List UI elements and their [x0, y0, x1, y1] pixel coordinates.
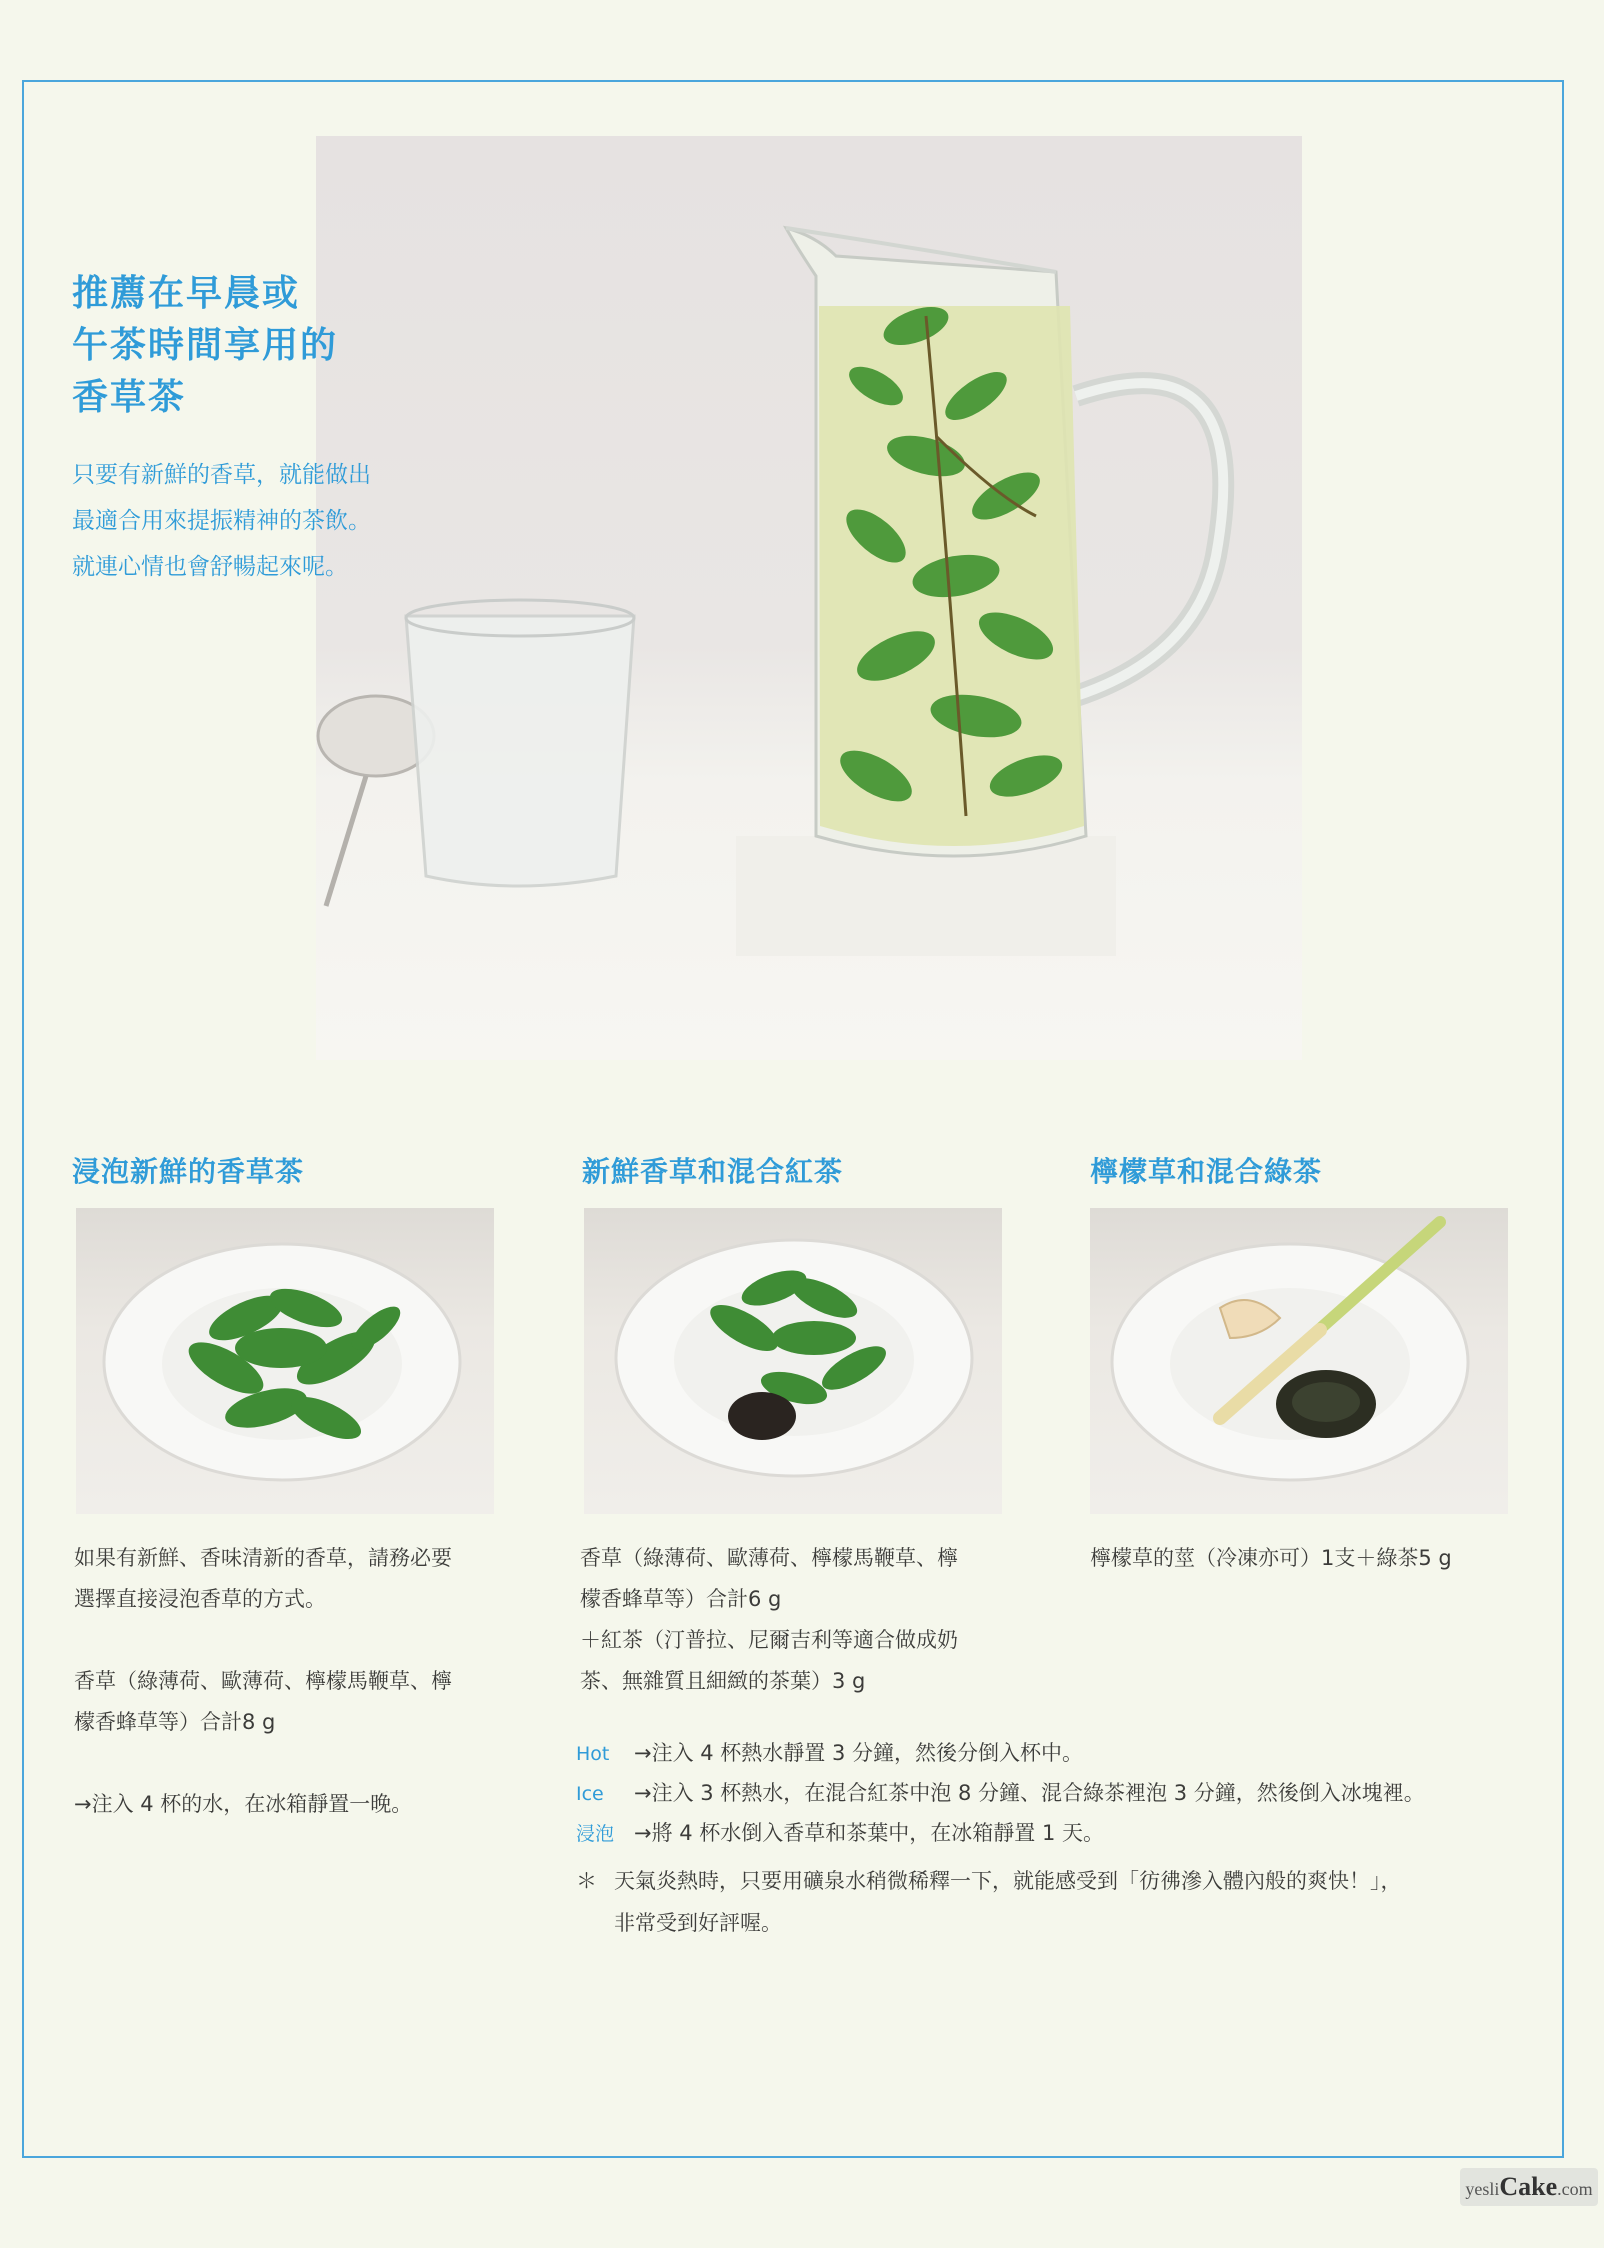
- method-text-ice: →注入 3 杯熱水，在混合紅茶中泡 8 分鐘、混合綠茶裡泡 3 分鐘，然後倒入冰塊裡。: [634, 1781, 1425, 1805]
- section-text-lemongrass-green-tea: 檸檬草的莖（冷凍亦可）1支＋綠茶5 g: [1090, 1546, 1452, 1570]
- footnote-asterisk: ＊: [576, 1869, 597, 1893]
- section-title-lemongrass-green-tea: 檸檬草和混合綠茶: [1090, 1155, 1323, 1188]
- method-label-cold-steep: 浸泡: [576, 1823, 615, 1845]
- section-title-fresh-herb-tea: 浸泡新鮮的香草茶: [72, 1155, 305, 1188]
- page-intro: 只要有新鮮的香草，就能做出 最適合用來提振精神的茶飲。 就連心情也會舒暢起來呢。: [72, 462, 371, 580]
- method-label-ice: Ice: [576, 1783, 604, 1805]
- hero-photo-herbal-tea-pitcher: [316, 136, 1302, 1060]
- photo-fresh-herbs-plate: [76, 1208, 494, 1514]
- method-ice: [576, 1778, 1425, 1809]
- watermark-text-pre: yesli: [1465, 2179, 1500, 2199]
- footnote: [576, 1860, 1402, 1944]
- method-text-cold-steep: →將 4 杯水倒入香草和茶葉中，在冰箱靜置 1 天。: [634, 1821, 1105, 1845]
- page-title: 推薦在早晨或 午茶時間享用的 香草茶: [72, 273, 339, 418]
- photo-lemongrass-and-green-tea-plate: [1090, 1208, 1508, 1514]
- method-label-hot: Hot: [576, 1743, 610, 1765]
- watermark-logo: [1460, 2168, 1598, 2206]
- method-hot: [576, 1738, 1083, 1769]
- photo-herbs-and-black-tea-plate: [584, 1208, 1002, 1514]
- section-title-herb-black-tea: 新鮮香草和混合紅茶: [582, 1155, 844, 1188]
- method-text-hot: →注入 4 杯熱水靜置 3 分鐘，然後分倒入杯中。: [634, 1741, 1084, 1765]
- method-cold-steep: [576, 1818, 1104, 1849]
- footnote-line-2: 非常受到好評喔。: [614, 1911, 782, 1935]
- watermark-text-mid: Cake: [1499, 2172, 1558, 2201]
- watermark-text-post: .com: [1557, 2179, 1593, 2199]
- footnote-line-1: 天氣炎熱時，只要用礦泉水稍微稀釋一下，就能感受到「彷彿滲入體內般的爽快！」，: [614, 1869, 1402, 1893]
- section-text-herb-black-tea: 香草（綠薄荷、歐薄荷、檸檬馬鞭草、檸 檬香蜂草等）合計6 g ＋紅茶（汀普拉、尼爾吉利等適合做成奶 茶、無雜質且細緻的茶葉）3 g: [580, 1546, 958, 1693]
- section-text-fresh-herb-tea: 如果有新鮮、香味清新的香草，請務必要 選擇直接浸泡香草的方式。 香草（綠薄荷、歐薄荷、檸檬馬鞭草、檸 檬香蜂草等）合計8 g →注入 4 杯的水，在冰箱靜置一晚。: [74, 1546, 452, 1816]
